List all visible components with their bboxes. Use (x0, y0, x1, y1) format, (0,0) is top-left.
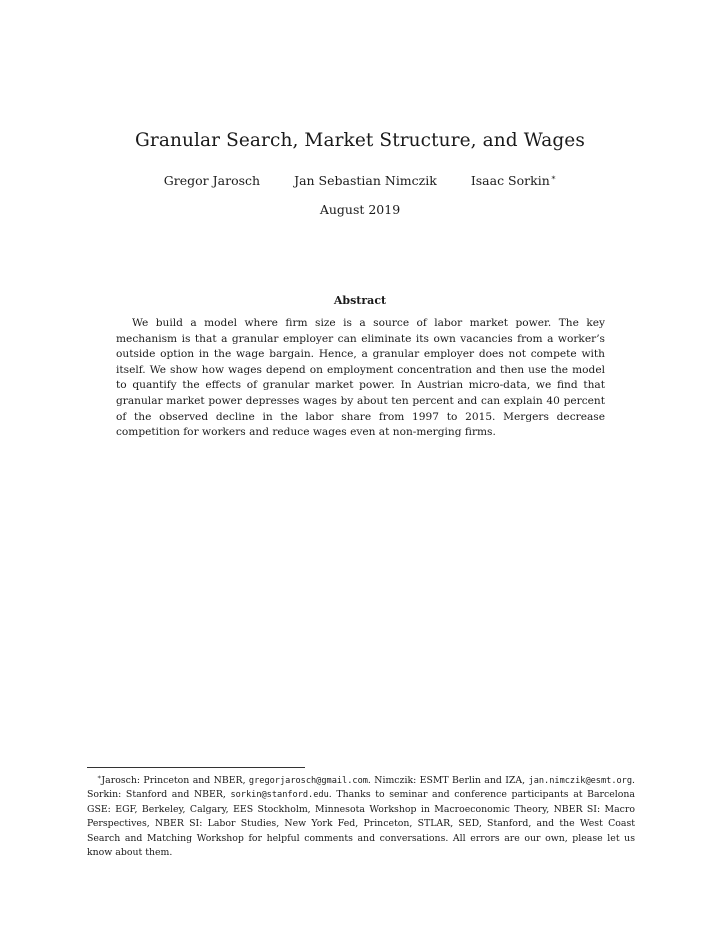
footnote-divider (87, 767, 305, 768)
author-jarosch (164, 173, 260, 188)
author-list (0, 173, 720, 188)
footnote-mark: ∗ (97, 773, 102, 781)
author-name: Gregor Jarosch (163, 173, 261, 188)
footnote (87, 770, 635, 860)
footnote-text: . Thanks to seminar and conference participants at Barcelona GSE: EGF, Berkeley, Calgary, EES Stockholm, Minnesota Workshop in Macroeconomic Theory, NBER SI: Macro Perspectives, NBER SI: Labor Studies, New York Fed, Princeton, STLAR, SED, Stanford, and the West Coast Search and Matching Workshop for helpful comments and conversations. All errors are our own, please let us know about them. (87, 789, 635, 859)
abstract-heading: Abstract (333, 294, 387, 307)
email-link-sorkin[interactable]: sorkin@stanford.edu (230, 790, 329, 801)
footnote-text: . Sorkin: Stanford and NBER, (87, 775, 635, 801)
author-sorkin (471, 173, 556, 188)
footnote-text: Jarosch: Princeton and NBER, (101, 775, 249, 786)
author-nimczik (294, 173, 437, 188)
author-name: Jan Sebastian Nimczik (294, 173, 437, 188)
paper-title: Granular Search, Market Structure, and Wages (135, 130, 585, 151)
paper-date: August 2019 (319, 202, 401, 217)
email-link-nimczik[interactable]: jan.nimczik@esmt.org (528, 776, 633, 786)
abstract-body: We build a model where firm size is a source of labor market power. The key mechanism is that a granular employer can eliminate its own vacancies from a worker’s outside option in the wage bargain. Hence, a granular employer does not compete with itself. We show how wages depend on employment concentration and then use the model to quantify the effects of granular market power. In Austrian micro-data, we find that granular market power depresses wages by about ten percent and can explain 40 percent of the observed decline in the labor share from 1997 to 2015. Mergers decrease competition for workers and reduce wages even at non-merging firms. (116, 317, 605, 439)
footnote-marker: ∗ (550, 173, 557, 182)
author-name: Isaac Sorkin (470, 173, 550, 188)
footnote-text: . Nimczik: ESMT Berlin and IZA, (367, 775, 529, 786)
email-link-jarosch[interactable]: gregorjarosch@gmail.com (248, 776, 368, 786)
